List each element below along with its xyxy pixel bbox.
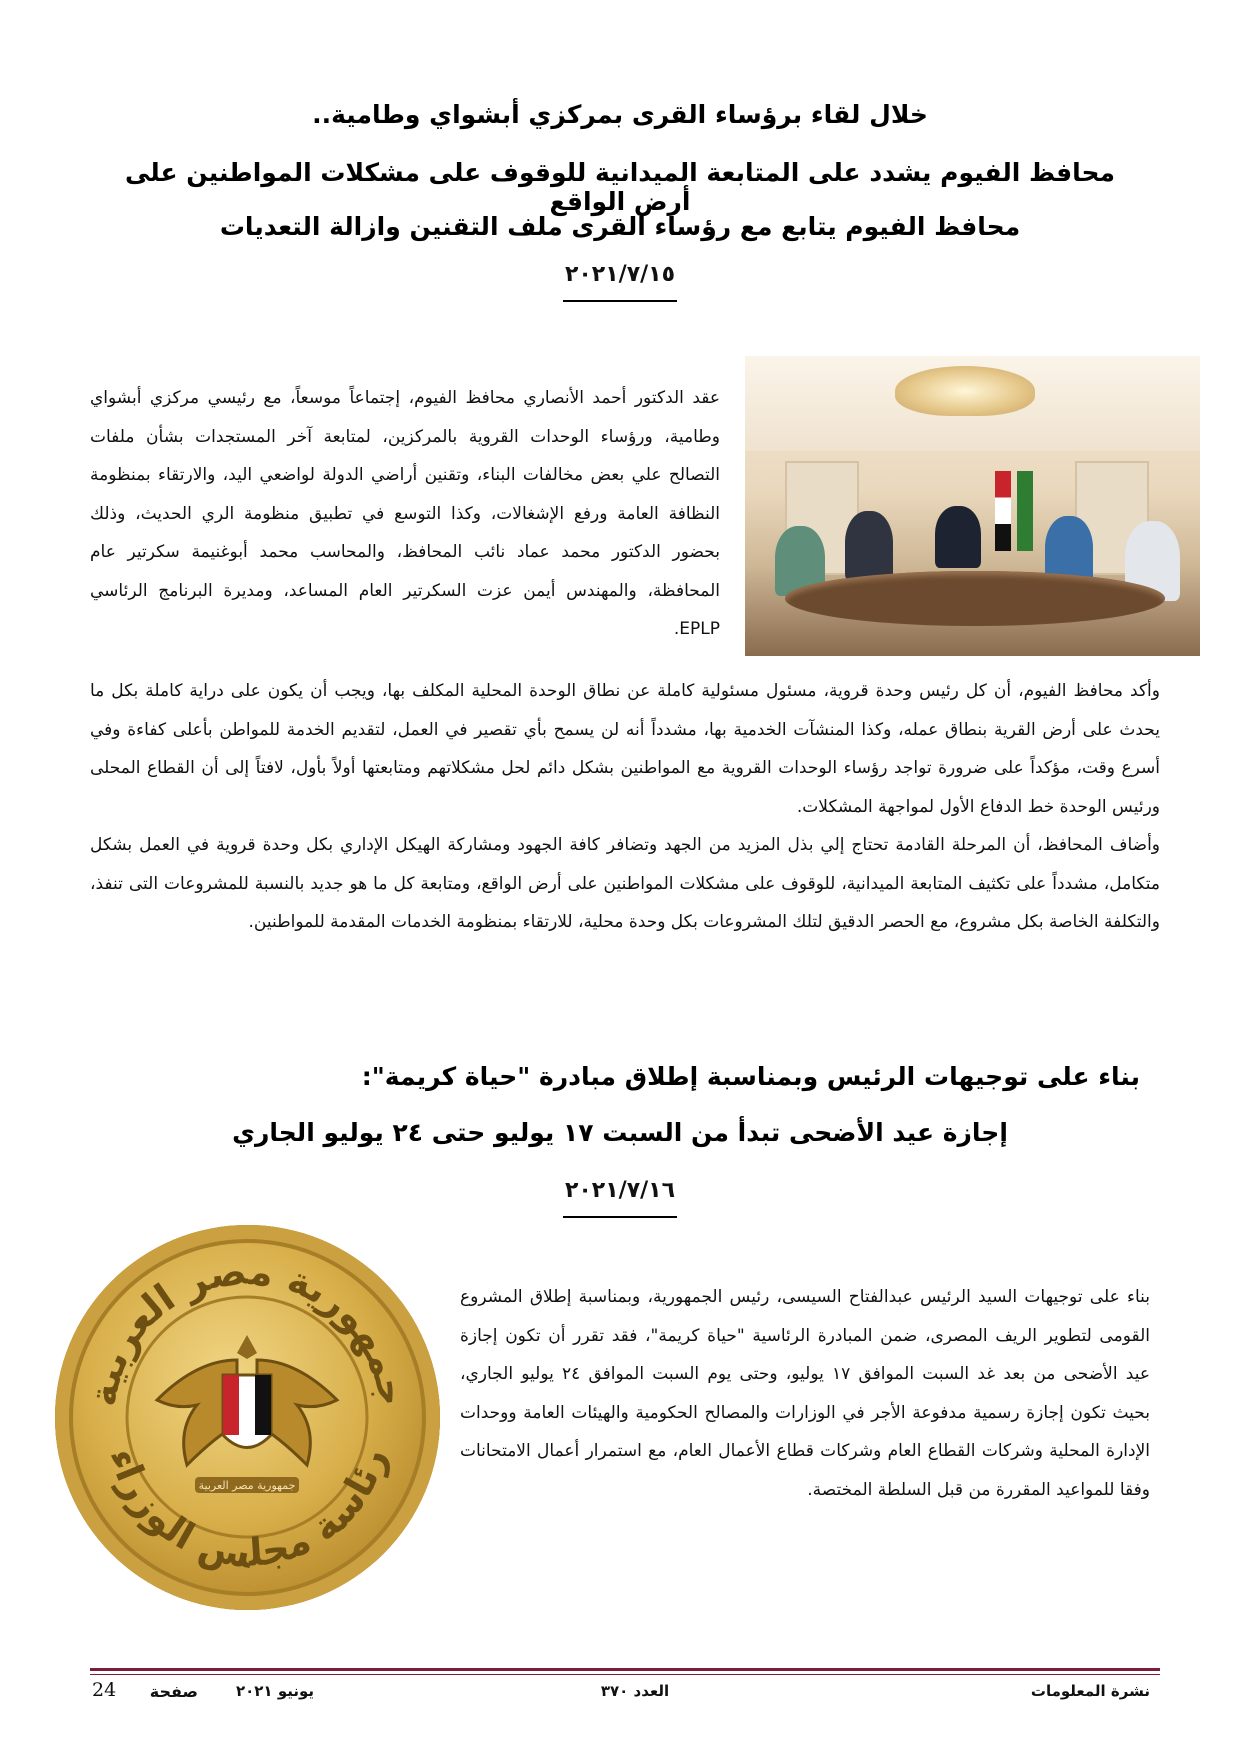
person-shape <box>845 511 893 581</box>
footer-issue-number: العدد ٣٧٠ <box>600 1682 670 1700</box>
footer-publication-name: نشرة المعلومات <box>1030 1682 1150 1700</box>
person-shape <box>935 506 981 568</box>
chandelier-shape <box>895 366 1035 416</box>
footer-page-number: 24 <box>92 1679 117 1701</box>
article1-paragraph-2: وأضاف المحافظ، أن المرحلة القادمة تحتاج إلي بذل المزيد من الجهد وتضافر كافة الجهود ومشاركة الهيكل الإداري بكل وحدة قروية في العمل بشكل متكامل، مشدداً على تكثيف المتابعة الميدانية، للوقوف على مشكلات المواطنين على أرض الواقع، ومتابعة كل ما هو جديد بالنسبة للمشروعات التى تنفذ، والتكلفة الخاصة بكل مشروع، مع الحصر الدقيق لتلك المشروعات بكل وحدة محلية، للارتقاء بمنظومة الخدمات المقدمة للمواطنين. <box>90 835 1160 932</box>
meeting-photo <box>745 356 1200 656</box>
seal-graphic <box>55 1225 440 1610</box>
article2-headline-2: إجازة عيد الأضحى تبدأ من السبت ١٧ يوليو حتى ٢٤ يوليو الجاري <box>232 1118 1008 1147</box>
seal-shield-text: جمهورية مصر العربية <box>198 1479 296 1492</box>
seal-bottom-text: رئاسة مجلس الوزراء <box>100 1443 395 1577</box>
article1-headline-1: خلال لقاء برؤساء القرى بمركزي أبشواي وطامية.. <box>312 100 928 129</box>
footer-rule-thick <box>90 1668 1160 1671</box>
article2-date: ٢٠٢١/٧/١٦ <box>564 1178 676 1203</box>
flag-shape <box>1017 471 1033 551</box>
article1-date: ٢٠٢١/٧/١٥ <box>564 262 676 287</box>
footer-page-label: صفحة <box>149 1682 198 1701</box>
date-underline <box>563 300 677 302</box>
cabinet-seal-logo <box>55 1225 440 1610</box>
article1-intro-paragraph: عقد الدكتور أحمد الأنصاري محافظ الفيوم، إجتماعاً موسعاً، مع رئيسي مركزي أبشواي وطامية، ورؤساء الوحدات القروية بالمركزين، لمتابعة آخر المستجدات بشأن ملفات التصالح علي بعض مخالفات البناء، وتقنين أراضي الدولة لواضعي اليد، والارتقاء بمنظومة النظافة العامة ورفع الإشغالات، وكذا التوسع في تطبيق منظومة الري الحديث، وذلك بحضور الدكتور محمد عماد نائب المحافظ، والمحاسب محمد أبوغنيمة سكرتير عام المحافظة، والمهندس أيمن عزت السكرتير العام المساعد، ومديرة البرنامج الرئاسي EPLP. <box>90 388 720 639</box>
article2-headline-1: بناء على توجيهات الرئيس وبمناسبة إطلاق مبادرة "حياة كريمة": <box>361 1062 1140 1091</box>
article1-paragraph-1: وأكد محافظ الفيوم، أن كل رئيس وحدة قروية، مسئول مسئولية كاملة عن نطاق الوحدة المحلية المكلف بها، ويجب أن يكون على دراية كاملة بكل ما يحدث على أرض القرية بنطاق عمله، وكذا المنشآت الخدمية بها، مشدداً أنه لن يسمح بأي تقصير في العمل، لتقديم الخدمة للمواطن بأعلى كفاءة وفي أسرع وقت، مؤكداً على ضرورة تواجد رؤساء الوحدات القروية مع المواطنين بشكل دائم لحل مشكلاتهم ومتابعتها أولاً بأول، لافتاً إلى أن القطاع المحلى ورئيس الوحدة خط الدفاع الأول لمواجهة المشكلات. <box>90 681 1160 817</box>
svg-text:رئاسة مجلس الوزراء <box>101 1443 394 1577</box>
seal-top-text: جمهورية مصر العربية <box>80 1248 415 1410</box>
article1-headline-3: محافظ الفيوم يتابع مع رؤساء القرى ملف التقنين وازالة التعديات <box>219 212 1021 241</box>
article2-paragraph: بناء على توجيهات السيد الرئيس عبدالفتاح السيسى، رئيس الجمهورية، وبمناسبة إطلاق المشروع القومى لتطوير الريف المصرى، ضمن المبادرة الرئاسية "حياة كريمة"، فقد تقرر أن تكون إجازة عيد الأضحى من بعد غد السبت الموافق ١٧ يوليو، وحتى يوم السبت الموافق ٢٤ يوليو الجاري، بحيث تكون إجازة رسمية مدفوعة الأجر في الوزارات والمصالح الحكومية والهيئات العامة ووحدات الإدارة المحلية وشركات القطاع العام وشركات قطاع الأعمال العام، مع استمرار أعمال الامتحانات وفقا للمواعيد المقررة من قبل السلطة المختصة. <box>460 1287 1150 1500</box>
conference-table <box>785 571 1165 626</box>
footer-rule-thin <box>90 1674 1160 1675</box>
date-underline <box>563 1216 677 1218</box>
eagle-icon <box>157 1335 337 1493</box>
footer-month: يونيو ٢٠٢١ <box>235 1682 315 1700</box>
article1-headline-2: محافظ الفيوم يشدد على المتابعة الميدانية للوقوف على مشكلات المواطنين على أرض الواقع <box>124 158 1115 216</box>
flag-shape <box>995 471 1011 551</box>
